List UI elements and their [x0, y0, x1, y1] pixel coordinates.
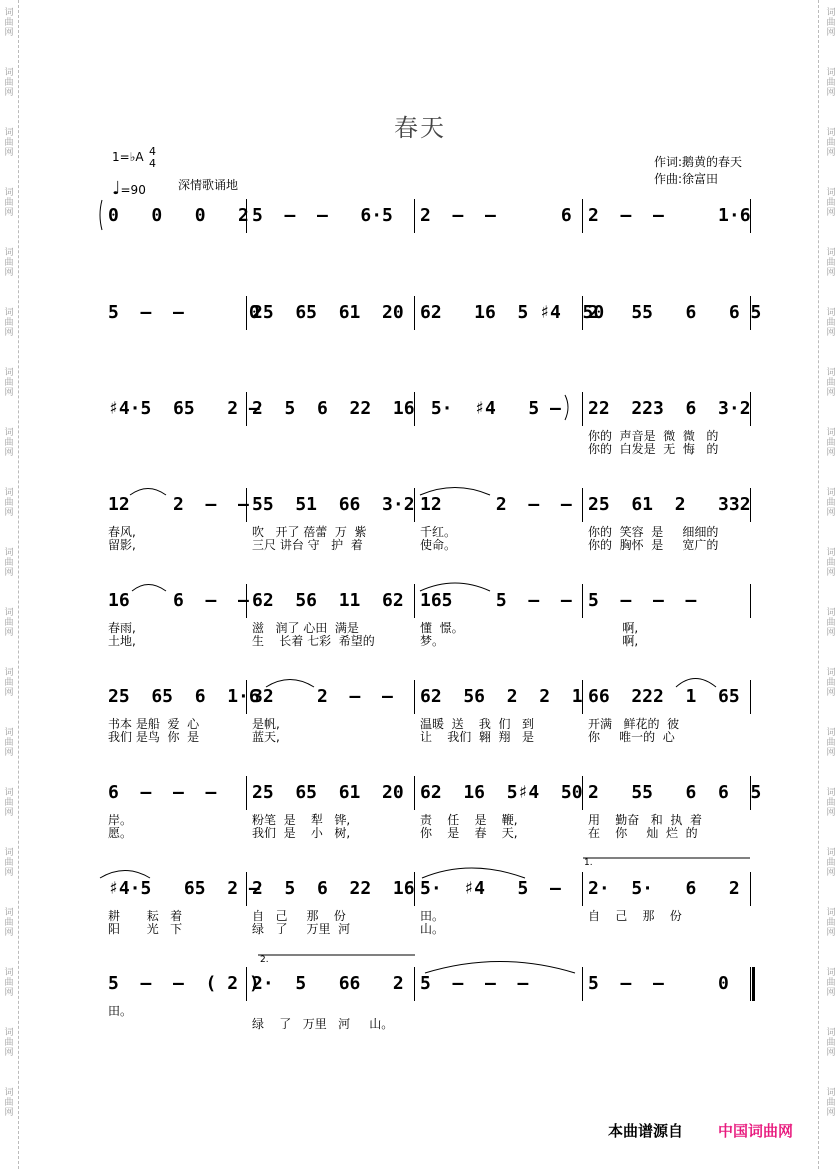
- lyric-line-1: 是帆,: [252, 717, 280, 731]
- lyric-line-1: 书本 是船 爱 心: [108, 717, 200, 731]
- measure-notes: 2 5 6 22 16: [252, 878, 415, 899]
- measure-notes: 5 – – ( 2 ): [108, 973, 260, 994]
- barline: [414, 776, 415, 810]
- lyric-line-2: 啊,: [588, 634, 639, 648]
- lyric-line-2: 在 你 灿 烂 的: [588, 826, 698, 840]
- barline: [414, 680, 415, 714]
- lyric-line-1: 春风,: [108, 525, 136, 539]
- lyric-line-1: 耕 耘 着: [108, 909, 183, 923]
- watermark-text: 词曲网: [4, 908, 14, 938]
- slur: [100, 871, 150, 879]
- measure-notes: 25 65 61 20: [252, 302, 404, 323]
- lyric-line-1: 自 己 那 份: [252, 909, 346, 923]
- measure-notes: 2· 5 66 2: [252, 973, 404, 994]
- measure-notes: 2 5 6 22 16: [252, 398, 415, 419]
- slur: [425, 962, 575, 974]
- measure-notes: 5· ♯4 5 –: [420, 398, 572, 419]
- watermark-text: 词曲网: [4, 848, 14, 878]
- watermark-text: 词曲网: [4, 1088, 14, 1118]
- lyric-line-1: 春雨,: [108, 621, 136, 635]
- watermark-text: 词曲网: [826, 608, 836, 638]
- measure-notes: 12 2 – –: [420, 494, 572, 515]
- measure-notes: 5 – – –: [420, 973, 529, 994]
- lyric-line-2: 阳 光 下: [108, 922, 183, 936]
- watermark-text: 词曲网: [4, 488, 14, 518]
- measure-notes: 2 55 6 6 5: [588, 782, 762, 803]
- watermark-text: 词曲网: [826, 548, 836, 578]
- measure-notes: 2 – – 1·6: [588, 205, 751, 226]
- measure-notes: 25 61 2 332: [588, 494, 751, 515]
- measure-notes: 12 2 – –: [108, 494, 249, 515]
- watermark-text: 词曲网: [826, 8, 836, 38]
- phrase-bracket: [100, 200, 102, 230]
- quarter-note-icon: ♩: [112, 178, 121, 199]
- watermark-text: 词曲网: [4, 668, 14, 698]
- tempo-mark: ♩=90: [112, 178, 146, 199]
- barline: [582, 872, 583, 906]
- measure-notes: 2 55 6 6 5: [588, 302, 762, 323]
- measure-notes: 165 5 – –: [420, 590, 572, 611]
- lyric-line-2: 三尺 讲台 守 护 着: [252, 538, 363, 552]
- watermark-text: 词曲网: [826, 488, 836, 518]
- watermark-text: 词曲网: [4, 428, 14, 458]
- measure-notes: 62 16 5♯4 50: [420, 782, 583, 803]
- lyric-line-1: 自 己 那 份: [588, 909, 682, 923]
- lyric-line-2: 留影,: [108, 538, 136, 552]
- watermark-text: 词曲网: [4, 188, 14, 218]
- measure-notes: 0 0 0 2: [108, 205, 249, 226]
- barline: [582, 488, 583, 522]
- measure-notes: 25 65 6 1·6: [108, 686, 260, 707]
- watermark-text: 词曲网: [4, 248, 14, 278]
- watermark-text: 词曲网: [826, 788, 836, 818]
- lyric-line-1: 啊,: [588, 621, 639, 635]
- lyric-line-2: 你 是 春 天,: [420, 826, 518, 840]
- lyric-line-1: 滋 润了 心田 满是: [252, 621, 359, 635]
- lyric-line-1: 吹 开了 蓓蕾 万 紫: [252, 525, 367, 539]
- measure-notes: 62 16 5 ♯4 50: [420, 302, 605, 323]
- lyric-line-1: 田。: [420, 909, 445, 923]
- watermark-text: 词曲网: [826, 368, 836, 398]
- barline: [750, 872, 751, 906]
- watermark-text: 词曲网: [826, 668, 836, 698]
- watermark-text: 词曲网: [4, 8, 14, 38]
- watermark-text: 词曲网: [826, 428, 836, 458]
- lyric-line-1: 懂 憬。: [420, 621, 464, 635]
- measure-notes: 32 2 – –: [252, 686, 393, 707]
- lyric-line-2: 使命。: [420, 538, 457, 552]
- lyric-line-1: 千红。: [420, 525, 457, 539]
- barline: [582, 199, 583, 233]
- measure-notes: 5· ♯4 5 –: [420, 878, 561, 899]
- measure-notes: 5 – – 6·5: [252, 205, 393, 226]
- lyric-line-2: 土地,: [108, 634, 136, 648]
- watermark-text: 词曲网: [4, 128, 14, 158]
- measure-notes: 62 56 2 2 1: [420, 686, 583, 707]
- watermark-text: 词曲网: [826, 1028, 836, 1058]
- measure-notes: ♯4·5 65 2 –: [108, 878, 260, 899]
- watermark-text: 词曲网: [826, 248, 836, 278]
- watermark-text: 词曲网: [4, 308, 14, 338]
- lyric-line-2: 我们 是鸟 你 是: [108, 730, 200, 744]
- watermark-text: 词曲网: [826, 308, 836, 338]
- lyric-line-2: 我们 是 小 树,: [252, 826, 351, 840]
- measure-notes: 22 223 6 3·2: [588, 398, 751, 419]
- watermark-text: 词曲网: [826, 128, 836, 158]
- barline: [414, 967, 415, 1001]
- watermark-text: 词曲网: [826, 1088, 836, 1118]
- lyric-line-2: 山。: [420, 922, 445, 936]
- lyric-line-2: 你的 白发是 无 悔 的: [588, 442, 719, 456]
- measure-notes: 16 6 – –: [108, 590, 249, 611]
- watermark-text: 词曲网: [4, 788, 14, 818]
- barline: [414, 584, 415, 618]
- lyric-line-2: 蓝天,: [252, 730, 280, 744]
- lyric-line-2: 愿。: [108, 826, 133, 840]
- measure-notes: 5 – – –: [588, 590, 697, 611]
- barline: [414, 296, 415, 330]
- lyric-line-2: 绿 了 万里 河: [252, 922, 351, 936]
- lyric-line-1: 用 勤奋 和 执 着: [588, 813, 702, 827]
- barline: [582, 392, 583, 426]
- left-watermark-strip: [18, 0, 33, 1169]
- lyric-line-2: 你 唯一的 心: [588, 730, 675, 744]
- volta-2-label: 2.: [260, 955, 269, 965]
- measure-notes: 6 – – –: [108, 782, 217, 803]
- lyric-line-2: 梦。: [420, 634, 445, 648]
- barline: [750, 680, 751, 714]
- measure-notes: 5 – – 0: [588, 973, 729, 994]
- watermark-text: 词曲网: [826, 848, 836, 878]
- slur: [422, 868, 525, 878]
- barline: [246, 776, 247, 810]
- barline: [582, 967, 583, 1001]
- lyric-line-1: 田。: [108, 1004, 133, 1018]
- lyric-line-1: 粉笔 是 犁 铧,: [252, 813, 351, 827]
- lyricist: 作词:鹅黄的春天: [654, 155, 743, 169]
- watermark-text: 词曲网: [4, 68, 14, 98]
- composer: 作曲:徐富田: [654, 172, 719, 186]
- lyric-line-1: 温暖 送 我 们 到: [420, 717, 534, 731]
- watermark-text: 词曲网: [4, 608, 14, 638]
- volta-1-label: 1.: [584, 858, 593, 868]
- time-signature: 4 4: [149, 145, 156, 170]
- lyric-line-2: 生 长着 七彩 希望的: [252, 634, 375, 648]
- lyric-line-2: 你的 胸怀 是 宽广的: [588, 538, 719, 552]
- measure-notes: 62 56 11 62: [252, 590, 404, 611]
- lyric-line-1: 你的 声音是 微 微 的: [588, 429, 719, 443]
- barline: [414, 199, 415, 233]
- barline: [750, 584, 751, 618]
- measure-notes: 5 – – 0: [108, 302, 260, 323]
- barline: [582, 584, 583, 618]
- watermark-text: 词曲网: [4, 728, 14, 758]
- footer-site-link[interactable]: 中国词曲网: [718, 1122, 794, 1140]
- lyric-line-1: 你的 笑容 是 细细的: [588, 525, 719, 539]
- watermark-text: 词曲网: [4, 968, 14, 998]
- lyric-line-1: 责 任 是 鞭,: [420, 813, 518, 827]
- watermark-text: 词曲网: [826, 968, 836, 998]
- watermark-text: 词曲网: [826, 68, 836, 98]
- song-title: 春天: [394, 114, 446, 142]
- footer-source: 本曲谱源自: [608, 1122, 684, 1140]
- lyric-line-1: 岸。: [108, 813, 133, 827]
- watermark-text: 词曲网: [826, 188, 836, 218]
- watermark-text: 词曲网: [4, 1028, 14, 1058]
- measure-notes: 66 222 1 65: [588, 686, 740, 707]
- watermark-text: 词曲网: [826, 728, 836, 758]
- lyric-line-1: 开满 鲜花的 彼: [588, 717, 680, 731]
- key-signature: 1=♭A 4 4: [112, 145, 156, 170]
- expression-mark: 深情歌诵地: [178, 178, 239, 192]
- measure-notes: 55 51 66 3·2: [252, 494, 415, 515]
- watermark-text: 词曲网: [4, 548, 14, 578]
- measure-notes: 25 65 61 20: [252, 782, 404, 803]
- final-barline: [752, 967, 755, 1001]
- measure-notes: 2· 5· 6 2: [588, 878, 740, 899]
- watermark-text: 词曲网: [826, 908, 836, 938]
- watermark-text: 词曲网: [4, 368, 14, 398]
- barline: [750, 967, 751, 1001]
- measure-notes: ♯4·5 65 2 –: [108, 398, 260, 419]
- measure-notes: 2 – – 6: [420, 205, 572, 226]
- lyric-line-2: 让 我们 翱 翔 是: [420, 730, 534, 744]
- lyric-line-2: 绿 了 万里 河 山。: [252, 1017, 394, 1031]
